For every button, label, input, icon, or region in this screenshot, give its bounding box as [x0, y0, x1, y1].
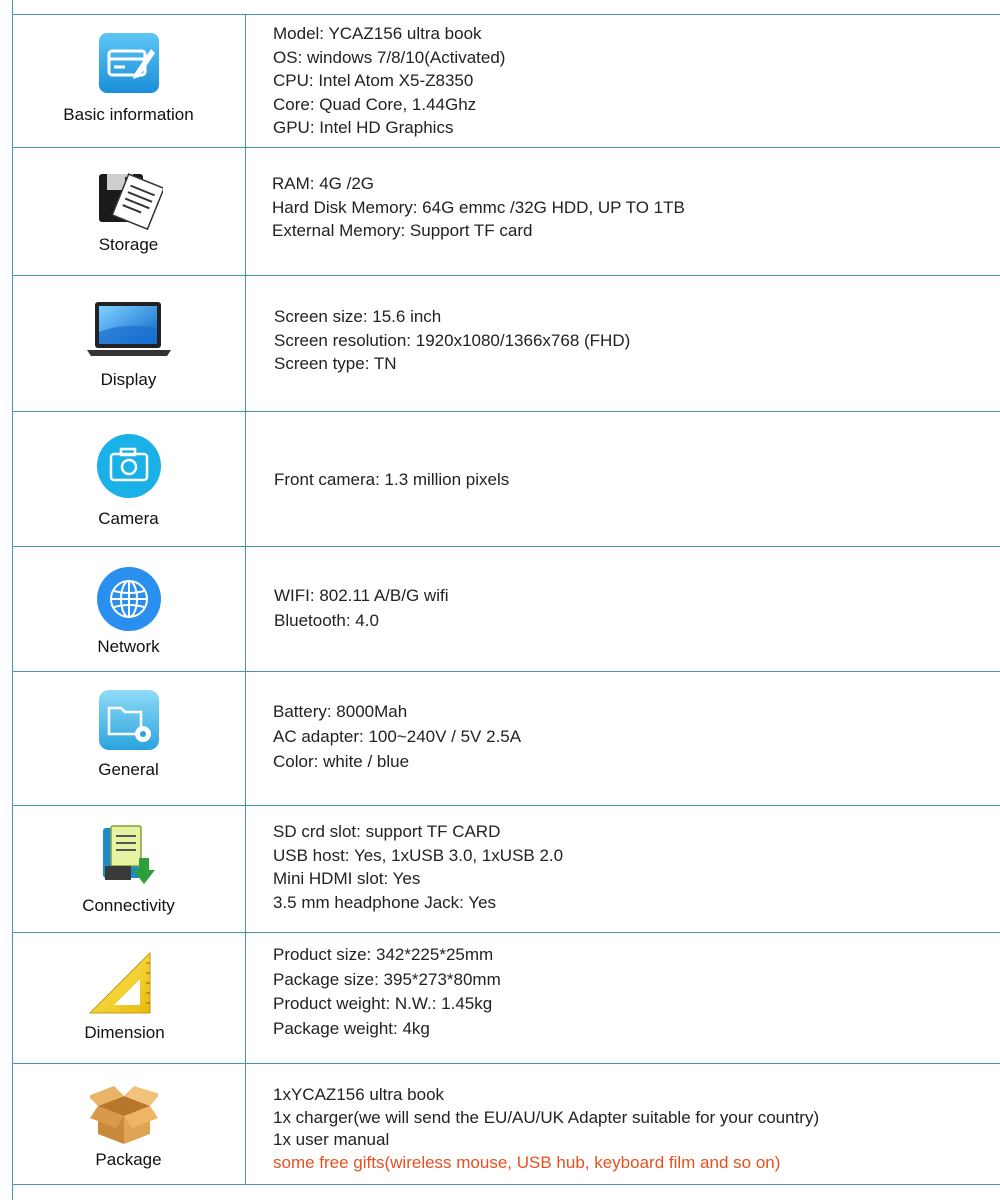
spec-lines [274, 468, 990, 492]
spec-line: GPU: Intel HD Graphics [273, 118, 454, 137]
row-camera [12, 412, 1000, 547]
spec-line: 3.5 mm headphone Jack: Yes [273, 892, 497, 912]
spec-line: Color: white / blue [273, 752, 410, 771]
spec-line: SD crd slot: support TF CARD [273, 822, 501, 841]
spec-line: 1xYCAZ156 ultra book [273, 1085, 445, 1104]
row-title: Storage [98, 235, 159, 254]
spec-line: Package weight: 4kg [273, 1018, 430, 1038]
row-storage [12, 148, 1000, 276]
spec-lines [273, 1084, 990, 1174]
spec-line: Mini HDMI slot: Yes [273, 869, 421, 888]
set-square-ruler-icon [88, 949, 156, 1017]
spec-line: CPU: Intel Atom X5-Z8350 [273, 71, 474, 90]
floppy-disk-icon [95, 164, 163, 232]
spec-line: Package size: 395*273*80mm [273, 969, 501, 989]
row-package [12, 1064, 1000, 1185]
spec-lines [273, 22, 990, 140]
spec-line: Product size: 342*225*25mm [273, 945, 494, 964]
row-network [12, 547, 1000, 672]
laptop-icon [85, 294, 173, 362]
row-title: Package [95, 1150, 162, 1169]
row-basic-information [12, 15, 1000, 148]
row-general [12, 672, 1000, 806]
spec-lines [272, 172, 990, 243]
spec-line: Core: Quad Core, 1.44Ghz [273, 94, 477, 114]
spec-line: 1x charger(we will send the EU/AU/UK Adapter suitable for your country) [273, 1107, 820, 1127]
spec-lines [273, 820, 990, 914]
row-title: General [98, 760, 159, 779]
spec-line: RAM: 4G /2G [272, 174, 375, 193]
row-title: Display [100, 370, 157, 389]
spec-line: Model: YCAZ156 ultra book [273, 24, 482, 43]
spec-line: 1x user manual [273, 1130, 390, 1149]
spec-line: External Memory: Support TF card [272, 221, 533, 240]
row-dimension [12, 933, 1000, 1064]
row-title: Camera [98, 509, 159, 528]
credit-card-icon [95, 29, 163, 97]
spec-line: WIFI: 802.11 A/B/G wifi [274, 586, 449, 605]
camera-icon [95, 432, 163, 500]
free-gifts-highlight: some free gifts(wireless mouse, USB hub, keyboard film and so on) [273, 1152, 781, 1172]
row-connectivity [12, 806, 1000, 933]
spec-line: Screen type: TN [274, 354, 397, 373]
row-title: Basic information [63, 105, 194, 124]
spec-line: Front camera: 1.3 million pixels [274, 470, 510, 489]
spec-line: Screen resolution: 1920x1080/1366x768 (FHD) [274, 330, 631, 350]
spec-lines [274, 583, 990, 633]
document-download-icon [95, 822, 163, 890]
spec-line: Product weight: N.W.: 1.45kg [273, 994, 493, 1013]
spec-lines [273, 699, 990, 774]
globe-icon [95, 565, 163, 633]
row-display [12, 276, 1000, 412]
spec-lines [274, 305, 990, 376]
row-title: Network [97, 637, 160, 656]
spec-line: Bluetooth: 4.0 [274, 611, 379, 630]
spec-line: AC adapter: 100~240V / 5V 2.5A [273, 727, 522, 746]
folder-settings-icon [95, 686, 163, 754]
spec-line: OS: windows 7/8/10(Activated) [273, 47, 506, 67]
cardboard-box-icon [90, 1080, 158, 1148]
row-title: Connectivity [82, 896, 175, 915]
spec-line: Battery: 8000Mah [273, 702, 408, 721]
row-title: Dimension [84, 1023, 165, 1042]
spec-line: Hard Disk Memory: 64G emmc /32G HDD, UP TO 1TB [272, 197, 685, 217]
spec-line: Screen size: 15.6 inch [274, 307, 442, 326]
spec-lines [273, 943, 990, 1041]
spec-line: USB host: Yes, 1xUSB 3.0, 1xUSB 2.0 [273, 845, 564, 865]
